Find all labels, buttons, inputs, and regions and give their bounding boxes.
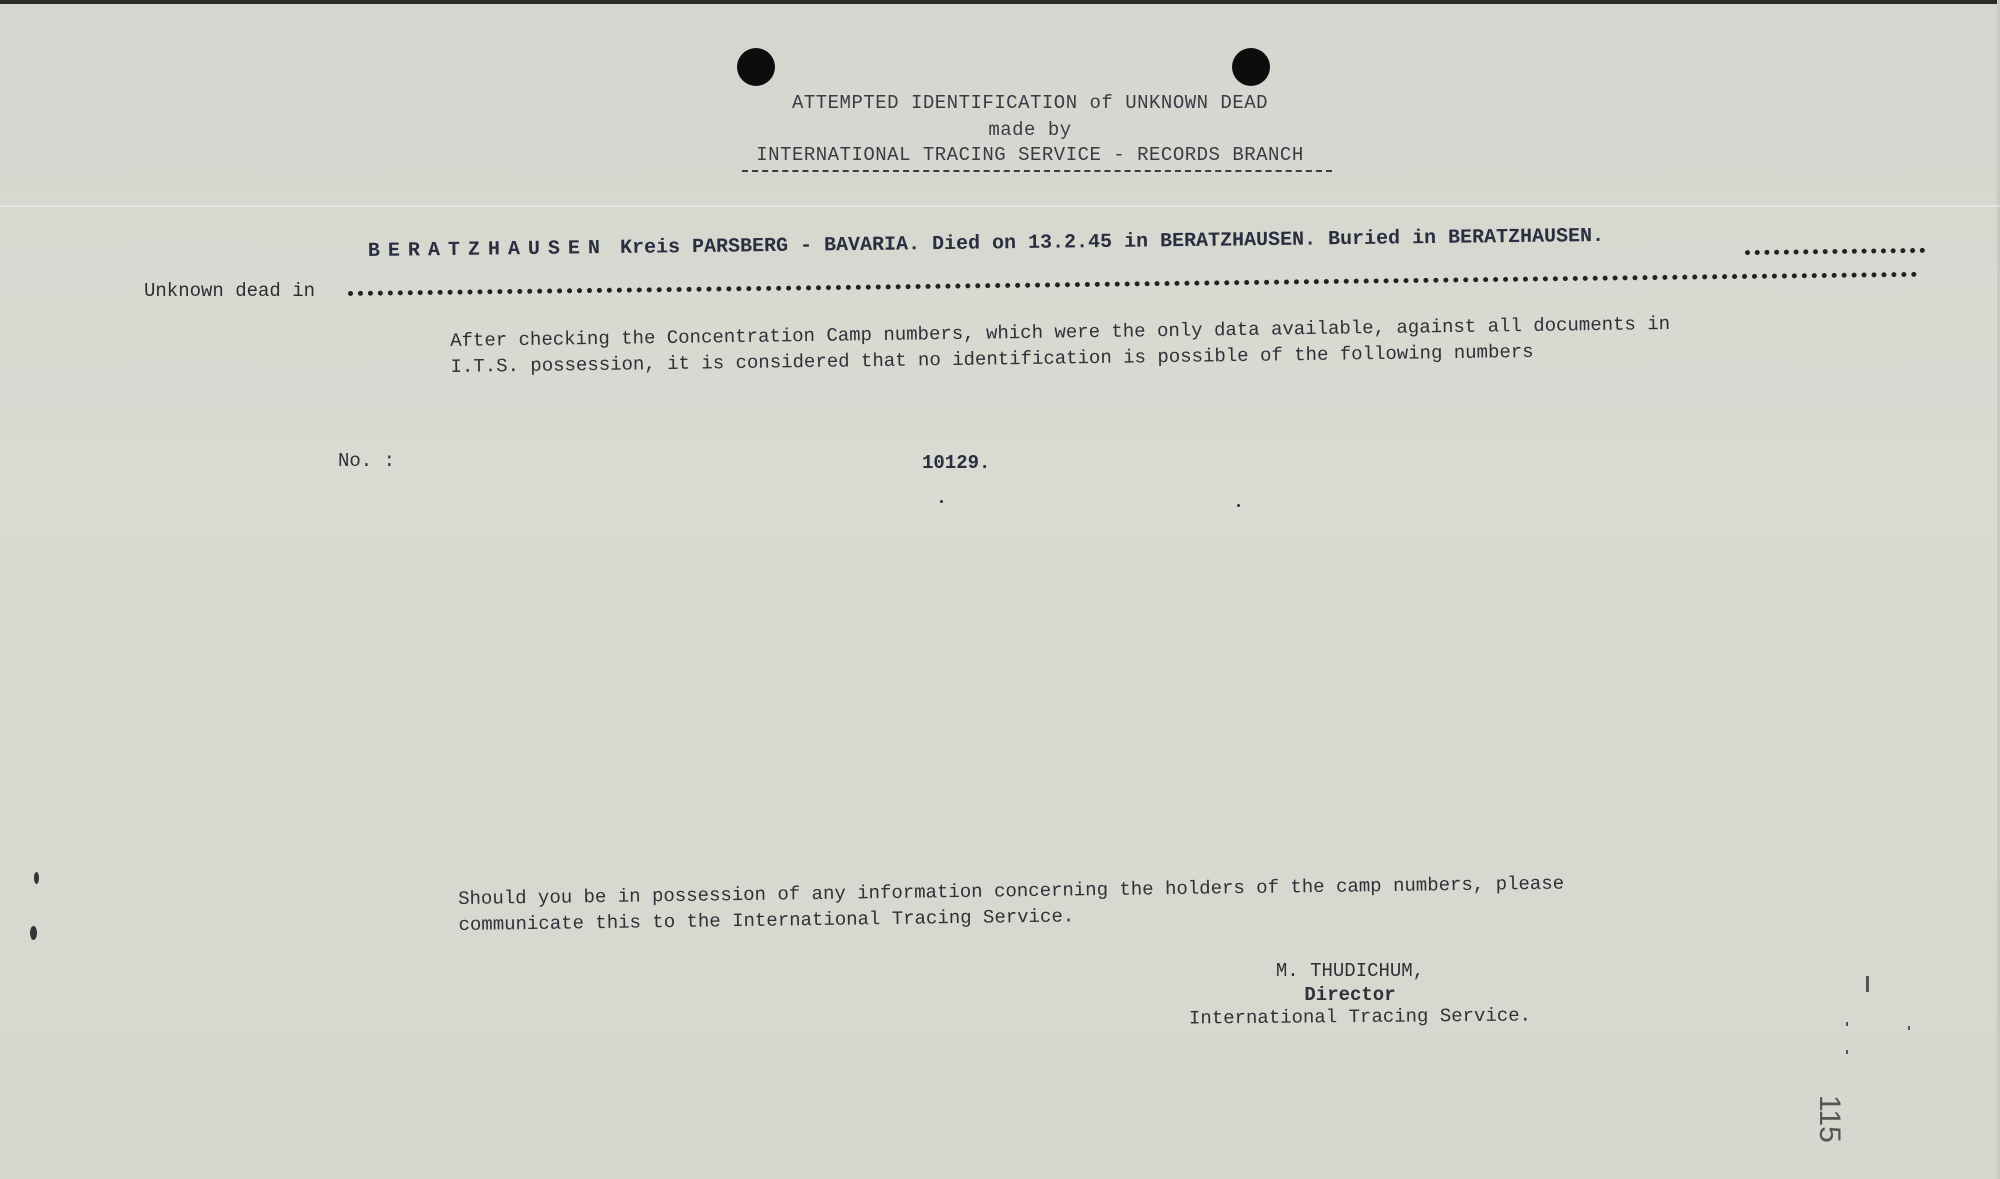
page-number: 115: [1813, 1095, 1846, 1143]
scan-speck: [30, 926, 37, 940]
paper-fold: [0, 205, 2000, 207]
numbers-label: No. :: [338, 450, 396, 472]
town-name: BERATZHAUSEN: [367, 237, 609, 263]
scan-speck: [34, 872, 39, 884]
signatory-title: Director: [1304, 984, 1396, 1006]
dotted-leader-line: [348, 272, 1918, 296]
signatory-organization: International Tracing Service.: [1188, 1004, 1532, 1030]
header-title: ATTEMPTED IDENTIFICATION of UNKNOWN DEAD: [791, 92, 1269, 114]
scan-speck: [940, 500, 943, 503]
death-details: Kreis PARSBERG - BAVARIA. Died on 13.2.45 in BERATZHAUSEN. Buried in BERATZHAUSEN.: [619, 224, 1605, 260]
margin-dot: [1846, 1050, 1848, 1054]
margin-mark: [1866, 976, 1869, 992]
header-made-by: made by: [988, 119, 1072, 141]
unknown-dead-label: Unknown dead in: [144, 280, 316, 302]
scan-top-edge: [0, 0, 2000, 4]
signatory-name: M. THUDICHUM,: [1275, 960, 1425, 982]
place-of-death-line: [368, 225, 1604, 263]
dotted-leader-upper: [1745, 248, 1925, 255]
scan-speck: [1237, 504, 1240, 507]
margin-dot: [1846, 1022, 1848, 1026]
closing-paragraph: Should you be in possession of any information concerning the holders of the camp numbers, please communicate this to the International Tracing Service.: [458, 872, 1565, 936]
margin-dot: [1908, 1026, 1910, 1030]
punch-hole-right: [1232, 48, 1270, 86]
punch-hole-left: [737, 48, 775, 86]
camp-number: 10129.: [922, 452, 991, 474]
header-organization: INTERNATIONAL TRACING SERVICE - RECORDS BRANCH: [756, 144, 1304, 166]
body-paragraph: After checking the Concentration Camp numbers, which were the only data available, against all documents in I.T.S. possession, it is considered that no identification is possible of the following numbers: [450, 312, 1671, 378]
header-underline: [742, 170, 1332, 172]
